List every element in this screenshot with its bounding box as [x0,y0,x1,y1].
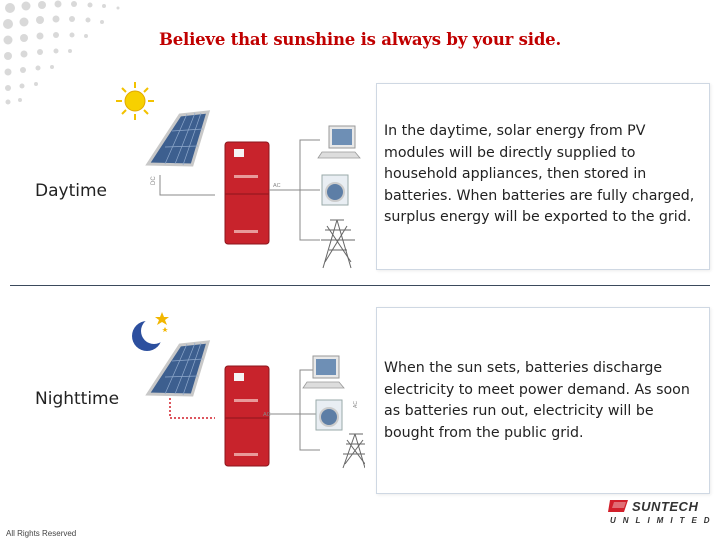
svg-text:AC: AC [273,183,281,189]
daytime-label: Daytime [35,181,107,201]
sun-icon [116,82,154,120]
logo-tagline: UNLIMITED [610,516,717,525]
inverter-battery-icon [225,142,269,244]
solar-panel-icon [148,112,208,165]
svg-text:AC: AC [353,401,359,408]
daytime-description: In the daytime, solar energy from PV modules will be directly supplied to household appliances, then stored in batteries. When batteries are fully charged, surplus energy will be exported to the grid. [384,123,695,225]
nighttime-illustration [115,300,365,470]
computer-icon [318,126,360,158]
washing-machine-icon [322,175,348,205]
daytime-illustration [115,80,365,270]
section-divider [10,285,710,286]
svg-text:AC: AC [263,412,271,418]
power-grid-icon [343,434,365,468]
logo-name: SUNTECH [632,499,699,514]
nighttime-description: When the sun sets, batteries discharge electricity to meet power demand. As soon as batteries run out, electricity will be bought from the public grid. [384,360,690,441]
nighttime-label: Nighttime [35,389,120,409]
computer-icon [303,356,344,388]
moon-icon [132,318,167,351]
copyright-notice: All Rights Reserved [6,529,77,538]
solar-panel-icon [148,342,208,395]
washing-machine-icon [316,400,342,430]
page-title: Believe that sunshine is always by your side. [158,30,562,49]
svg-text:DC: DC [151,176,157,185]
power-grid-icon [321,220,355,268]
